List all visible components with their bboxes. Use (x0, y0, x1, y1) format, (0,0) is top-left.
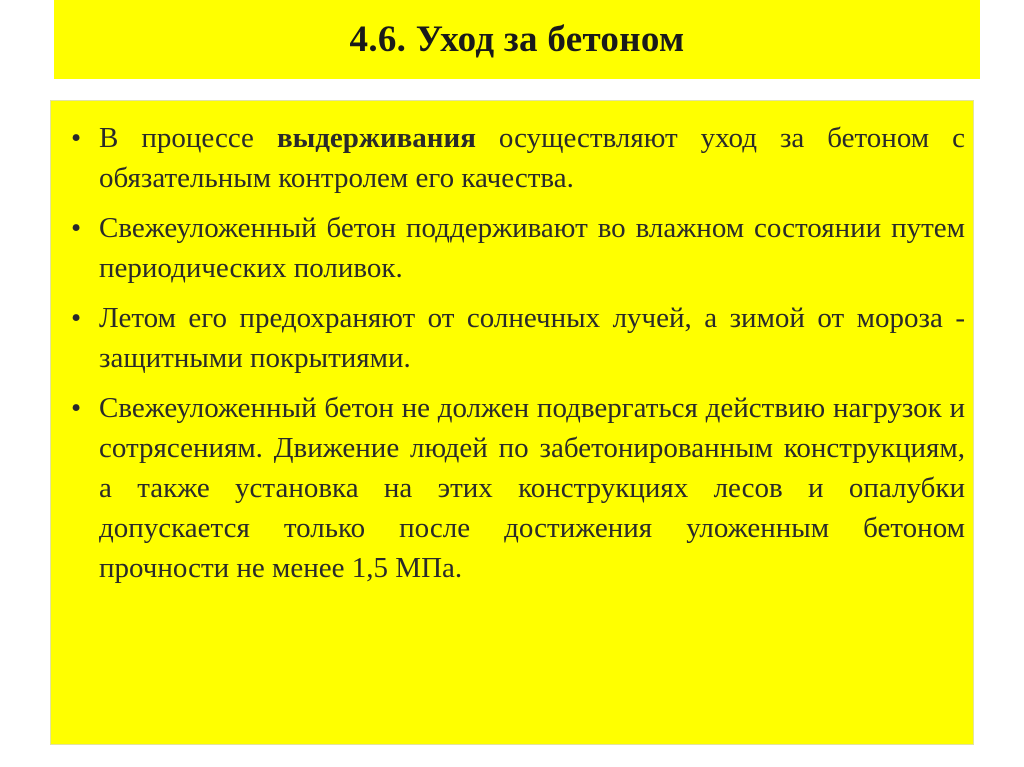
bullet-marker: • (71, 212, 82, 244)
bullet-item-1 (71, 118, 965, 198)
bullet-text: Свежеуложенный бетон поддерживают во влажном состоянии путем периодических поливок. (99, 212, 965, 284)
bullet-item-3 (71, 298, 965, 378)
bullet-marker: • (71, 302, 82, 334)
bullet-text: Свежеуложенный бетон не должен подвергаться действию нагрузок и сотрясениям. Движение людей по забетонированным конструкциям, а также установка на этих конструкциях лесов и опалубки допускается только после достижения уложенным бетоном прочности не менее 1,5 МПа. (99, 392, 965, 584)
bullet-text: Летом его предохраняют от солнечных лучей, а зимой от мороза - защитными покрытиями. (99, 302, 965, 374)
bullet-text-before: В процессе (99, 122, 277, 154)
bullet-item-4 (71, 388, 965, 588)
bullet-text-bold: выдерживания (276, 122, 476, 154)
title-bar (54, 0, 980, 79)
bullet-marker: • (71, 122, 82, 154)
bullet-list (71, 118, 965, 598)
bullet-item-2 (71, 208, 965, 288)
bullet-text-after: осуществляют уход за бетоном с обязательным контролем его качества. (99, 122, 965, 194)
slide-title: 4.6. Уход за бетоном (349, 19, 685, 60)
bullet-marker: • (71, 392, 82, 424)
content-box (50, 100, 974, 745)
